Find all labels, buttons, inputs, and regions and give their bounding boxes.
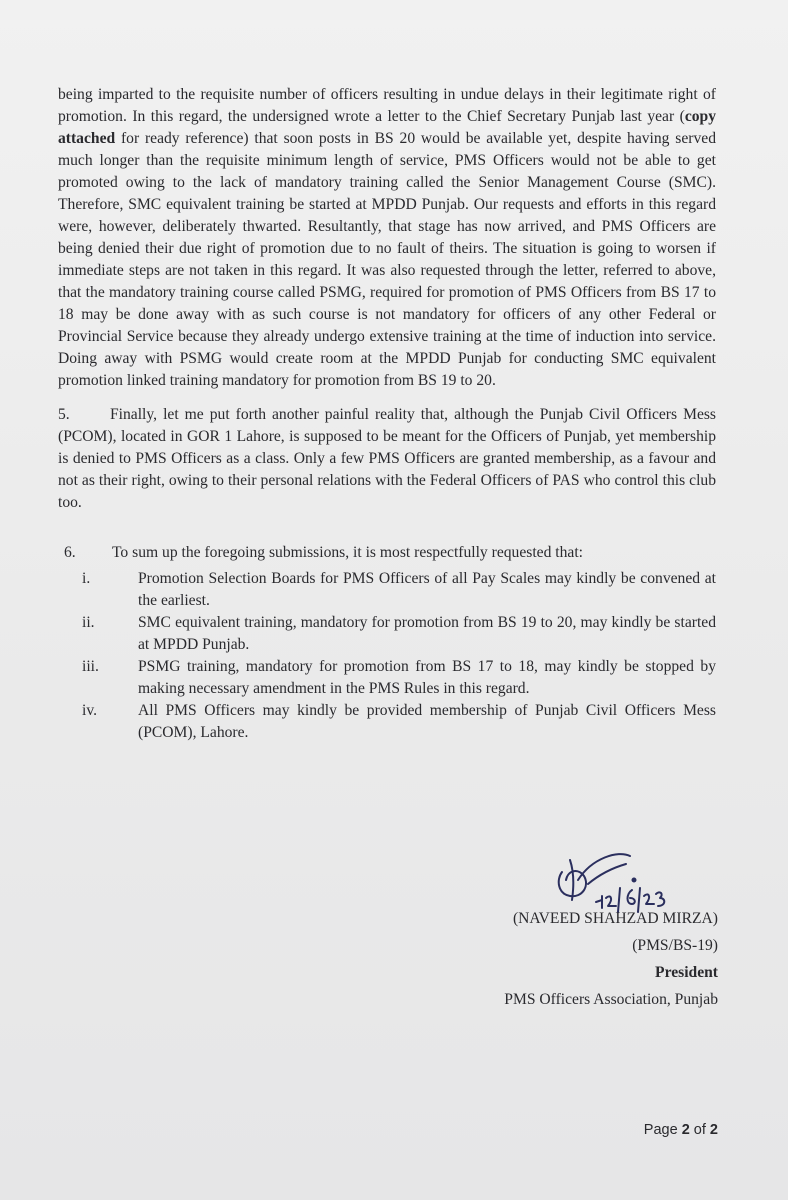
request-item-i (82, 568, 716, 612)
signatory-designation: President (655, 964, 718, 981)
page-of-label: of (693, 1122, 706, 1138)
paragraph-5-text: Finally, let me put forth another painful reality that, although the Punjab Civil Officers Mess (PCOM), located in GOR 1 Lahore, is supposed to be meant for the Officers of Punjab, yet membership is denied to PMS Officers as a class. Only a few PMS Officers are granted membership, as a favour and not as their right, owing to their personal relations with the Federal Officers of PAS who control this club too. (58, 406, 716, 511)
paragraph-4-text-start: being imparted to the requisite number of officers resulting in undue delays in their legitimate right of promotion. In this regard, the undersigned wrote a letter to the Chief Secretary Punjab last year ( (58, 86, 716, 125)
signatory-grade: (PMS/BS-19) (632, 937, 718, 954)
signatory-name: (NAVEED SHAHZAD MIRZA) (512, 910, 718, 927)
page-total: 2 (709, 1122, 718, 1138)
paragraph-6-intro: To sum up the foregoing submissions, it is most respectfully requested that: (112, 544, 583, 561)
page-current: 2 (681, 1122, 690, 1138)
page-label: Page (643, 1122, 678, 1138)
request-item-iv (82, 700, 716, 744)
paragraph-4 (58, 84, 716, 392)
paragraph-6-number: 6. (64, 544, 76, 561)
paragraph-6-heading (64, 542, 716, 564)
request-item-ii (82, 612, 716, 656)
request-item-ii-numeral: ii. (82, 614, 95, 631)
request-item-iii-text: PSMG training, mandatory for promotion from BS 17 to 18, may kindly be stopped by making necessary amendment in the PMS Rules in this regard. (138, 658, 716, 697)
request-item-iv-numeral: iv. (82, 702, 98, 719)
paragraph-5 (58, 404, 716, 514)
request-item-i-numeral: i. (82, 570, 91, 587)
request-item-i-text: Promotion Selection Boards for PMS Officers of all Pay Scales may kindly be convened at the earliest. (138, 570, 716, 609)
request-item-ii-text: SMC equivalent training, mandatory for promotion from BS 19 to 20, may kindly be started at MPDD Punjab. (138, 614, 716, 653)
request-item-iii-numeral: iii. (82, 658, 99, 675)
paragraph-4-text-end: for ready reference) that soon posts in BS 20 would be available yet, despite having served much longer than the requisite minimum length of service, PMS Officers would not be able to get promoted owing to the lack of mandatory training called the Senior Management Course (SMC). Therefore, SMC equivalent training be started at MPDD Punjab. Our requests and efforts in this regard were, however, deliberately thwarted. Resultantly, that stage has now arrived, and PMS Officers are being denied their due right of promotion due to no fault of theirs. The situation is going to worsen if immediate steps are not taken in this regard. It was also requested through the letter, referred to above, that the mandatory training course called PSMG, required for promotion of PMS Officers from BS 17 to 18 may be done away with as such course is not mandatory for officers of any other Federal or Provincial Service because they already undergo extensive training at the time of induction into service. Doing away with PSMG would create room at the MPDD Punjab for conducting SMC equivalent promotion linked training mandatory for promotion from BS 19 to 20. (58, 130, 716, 389)
signatory-organization: PMS Officers Association, Punjab (504, 991, 718, 1008)
letter-body (58, 84, 716, 744)
request-item-iii (82, 656, 716, 700)
copy-attached-bold: copy attached (58, 108, 716, 147)
paragraph-5-number: 5. (58, 406, 70, 423)
request-item-iv-text: All PMS Officers may kindly be provided membership of Punjab Civil Officers Mess (PCOM), Lahore. (138, 702, 716, 741)
page-number (644, 1122, 718, 1138)
signature-block (504, 905, 718, 1013)
